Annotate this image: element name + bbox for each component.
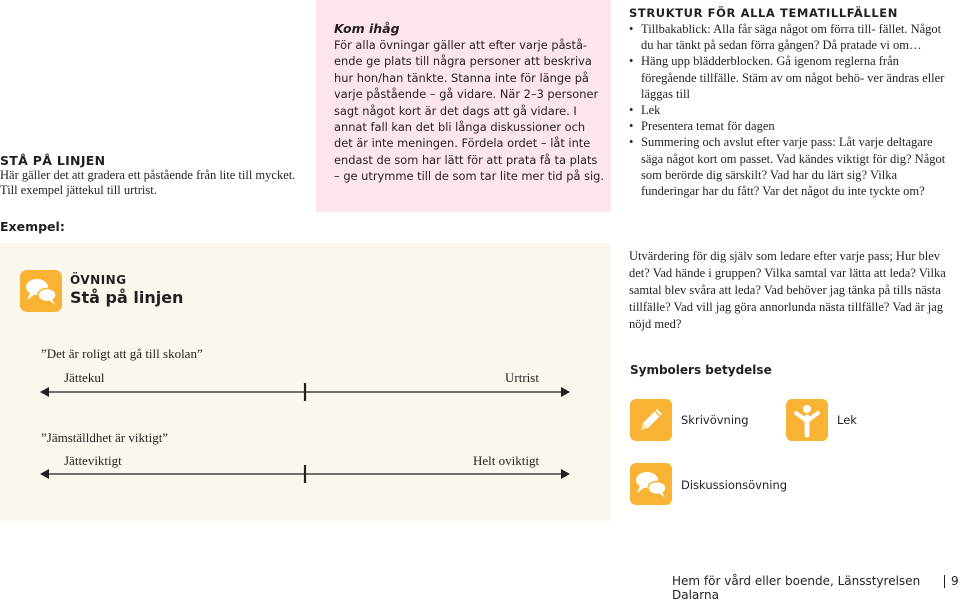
- scale-right-end: Helt oviktigt: [473, 453, 540, 468]
- symbols-heading: Symbolers betydelse: [630, 363, 772, 377]
- list-item: • Lek: [629, 102, 949, 118]
- symbol-label: Skrivövning: [681, 413, 749, 427]
- scale-line: [40, 465, 570, 483]
- section-description: Här gäller det att gradera ett påstående från lite till mycket. Till exempel jättekul till urtrist.: [0, 168, 296, 197]
- scale-right-end: Urtrist: [505, 370, 539, 385]
- speech-bubbles-icon: [630, 463, 672, 505]
- remember-title: Kom ihåg: [334, 21, 400, 36]
- exercise-title: Stå på linjen: [70, 288, 184, 307]
- structure-list: [629, 21, 949, 199]
- list-item: • Presentera temat för dagen: [629, 118, 949, 134]
- evaluation-text: Utvärdering för dig själv som ledare efter varje pass; Hur blev det? Vad hände i gruppen? Vilka samtal var lätta att leda? Vilka samtal blev svåra att leda? Vad behöver jag tänka på tills nästa tillfälle? Vad vill jag göra annorlunda nästa tillfälle? Vad är jag nöjd med?: [629, 249, 946, 331]
- page-number: 9: [951, 574, 959, 588]
- list-item: • Häng upp blädderblocken. Gå igenom reglerna från föregående tillfälle. Stäm av om något behö- ver ändras eller läggas till: [629, 53, 949, 102]
- footer-divider: [944, 575, 945, 588]
- example-label: Exempel:: [0, 219, 65, 234]
- scale-left-end: Jätteviktigt: [64, 453, 122, 468]
- symbol-label: Lek: [837, 413, 857, 427]
- exercise-type: ÖVNING: [70, 273, 127, 287]
- remember-body: För alla övningar gäller att efter varje påstå- ende ge plats till några personer att beskriva hur hon/han tänkte. Stanna inte för länge på varje påstående – gå vidare. När 2–3 personer sagt något kort är det dags att gå vidare. I annat fall kan det bli långa diskussioner och det är inte meningen. Fördela ordet – låt inte endast de som har lätt för att prata få ta plats – ge utrymme till de som tar lite mer tid på sig.: [334, 38, 605, 184]
- section-heading: STÅ PÅ LINJEN: [0, 153, 106, 168]
- scale-statement: ”Det är roligt att gå till skolan”: [41, 346, 203, 361]
- scale-statement: ”Jämställdhet är viktigt”: [41, 430, 169, 445]
- scale-left-end: Jättekul: [64, 370, 105, 385]
- scale-line: [40, 383, 570, 401]
- structure-heading: STRUKTUR FÖR ALLA TEMATILLFÄLLEN: [629, 6, 898, 20]
- list-item: • Tillbakablick: Alla får säga något om förra till- fället. Något du har tänkt på sedan förra gången? Då pratade vi om…: [629, 21, 949, 53]
- speech-bubbles-icon: [20, 270, 62, 312]
- list-item: • Summering och avslut efter varje pass: Låt varje deltagare säga något kort om passet. Vad kändes viktigt för dig? Något som berörde dig särskilt? Vad har du lärt sig? Vilka funderingar har du fått? Var det något du inte tyckte om?: [629, 134, 949, 199]
- footer-text: Hem för vård eller boende, Länsstyrelsen Dalarna: [672, 574, 921, 602]
- symbol-label: Diskussionsövning: [681, 478, 788, 492]
- pencil-icon: [630, 399, 672, 441]
- figure-icon: [786, 399, 828, 441]
